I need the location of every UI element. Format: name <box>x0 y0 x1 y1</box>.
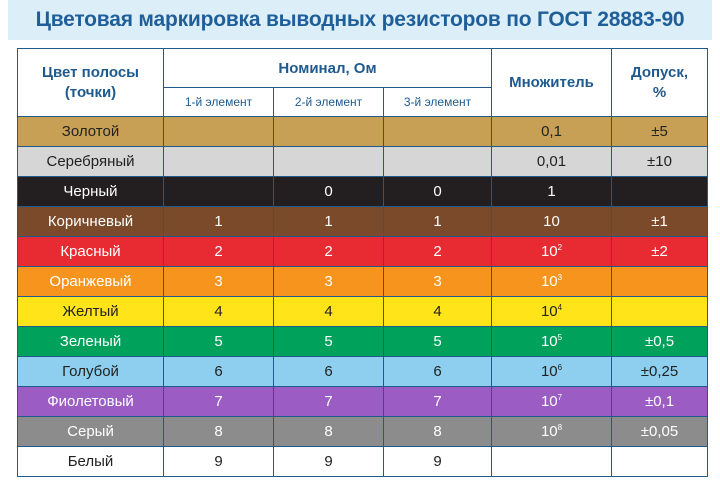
multiplier-exponent: 6 <box>557 363 563 372</box>
color-name-cell: Желтый <box>18 297 164 327</box>
color-name-cell: Красный <box>18 237 164 267</box>
digit-3-cell: 2 <box>384 237 492 267</box>
digit-2-cell: 6 <box>274 357 384 387</box>
color-name-cell: Белый <box>18 447 164 477</box>
tolerance-cell: ±10 <box>612 147 708 177</box>
color-name-cell: Золотой <box>18 117 164 147</box>
multiplier-cell <box>492 447 612 477</box>
digit-1-cell: 2 <box>164 237 274 267</box>
color-name-cell: Оранжевый <box>18 267 164 297</box>
color-name-cell: Фиолетовый <box>18 387 164 417</box>
digit-2-cell <box>274 147 384 177</box>
multiplier-cell <box>492 237 612 267</box>
digit-2-cell: 3 <box>274 267 384 297</box>
resistor-color-table <box>17 48 708 477</box>
color-name-cell: Серебряный <box>18 147 164 177</box>
multiplier-base: 1 <box>547 183 556 200</box>
digit-1-cell: 1 <box>164 207 274 237</box>
header-element-3: 3-й элемент <box>384 88 492 117</box>
header-color-line1: Цвет полосы <box>42 63 139 81</box>
multiplier-base: 10 <box>540 393 558 410</box>
table-row <box>18 387 708 417</box>
digit-2-cell: 5 <box>274 327 384 357</box>
table-row <box>18 267 708 297</box>
table-row <box>18 147 708 177</box>
digit-1-cell: 3 <box>164 267 274 297</box>
digit-1-cell <box>164 147 274 177</box>
digit-2-cell: 8 <box>274 417 384 447</box>
header-tolerance <box>612 49 708 117</box>
multiplier-exponent: 7 <box>557 393 563 402</box>
digit-1-cell <box>164 177 274 207</box>
multiplier-base: 10 <box>540 423 558 440</box>
color-name-cell: Коричневый <box>18 207 164 237</box>
digit-3-cell: 6 <box>384 357 492 387</box>
tolerance-cell: ±0,25 <box>612 357 708 387</box>
table-row <box>18 117 708 147</box>
header-tolerance-line2: % <box>652 83 667 101</box>
table-row <box>18 447 708 477</box>
multiplier-cell <box>492 387 612 417</box>
multiplier-exponent: 8 <box>557 423 563 432</box>
digit-3-cell: 4 <box>384 297 492 327</box>
tolerance-cell: ±5 <box>612 117 708 147</box>
digit-2-cell: 2 <box>274 237 384 267</box>
digit-2-cell: 9 <box>274 447 384 477</box>
multiplier-cell <box>492 117 612 147</box>
digit-3-cell: 1 <box>384 207 492 237</box>
tolerance-cell: ±1 <box>612 207 708 237</box>
digit-3-cell: 9 <box>384 447 492 477</box>
tolerance-cell <box>612 447 708 477</box>
multiplier-cell <box>492 147 612 177</box>
tolerance-cell <box>612 267 708 297</box>
multiplier-cell <box>492 297 612 327</box>
header-color <box>18 49 164 117</box>
multiplier-cell <box>492 357 612 387</box>
multiplier-exponent: 2 <box>557 243 563 252</box>
multiplier-exponent: 5 <box>557 333 563 342</box>
header-multiplier: Множитель <box>492 49 612 117</box>
digit-3-cell: 7 <box>384 387 492 417</box>
table-row <box>18 237 708 267</box>
table-row <box>18 297 708 327</box>
multiplier-exponent: 4 <box>557 303 563 312</box>
table-row <box>18 327 708 357</box>
multiplier-base: 10 <box>540 363 558 380</box>
digit-1-cell <box>164 117 274 147</box>
tolerance-cell <box>612 297 708 327</box>
digit-2-cell: 0 <box>274 177 384 207</box>
digit-1-cell: 4 <box>164 297 274 327</box>
digit-3-cell <box>384 147 492 177</box>
table-row <box>18 177 708 207</box>
tolerance-cell: ±0,05 <box>612 417 708 447</box>
multiplier-exponent: 3 <box>557 273 563 282</box>
header-nominal: Номинал, Ом <box>164 49 492 88</box>
digit-2-cell: 7 <box>274 387 384 417</box>
digit-3-cell: 3 <box>384 267 492 297</box>
multiplier-cell <box>492 327 612 357</box>
multiplier-cell <box>492 207 612 237</box>
color-name-cell: Зеленый <box>18 327 164 357</box>
table-row <box>18 357 708 387</box>
multiplier-cell <box>492 417 612 447</box>
digit-2-cell: 4 <box>274 297 384 327</box>
tolerance-cell: ±0,1 <box>612 387 708 417</box>
digit-3-cell <box>384 117 492 147</box>
digit-1-cell: 5 <box>164 327 274 357</box>
tolerance-cell <box>612 177 708 207</box>
multiplier-cell <box>492 177 612 207</box>
multiplier-base: 10 <box>540 273 558 290</box>
tolerance-cell: ±0,5 <box>612 327 708 357</box>
table-row <box>18 207 708 237</box>
digit-1-cell: 8 <box>164 417 274 447</box>
digit-2-cell: 1 <box>274 207 384 237</box>
multiplier-base: 10 <box>543 213 560 230</box>
multiplier-base: 10 <box>540 333 558 350</box>
tolerance-cell: ±2 <box>612 237 708 267</box>
multiplier-base: 10 <box>540 303 558 320</box>
digit-2-cell <box>274 117 384 147</box>
header-element-1: 1-й элемент <box>164 88 274 117</box>
header-element-2: 2-й элемент <box>274 88 384 117</box>
digit-3-cell: 5 <box>384 327 492 357</box>
digit-1-cell: 6 <box>164 357 274 387</box>
header-tolerance-line1: Допуск, <box>630 63 689 81</box>
digit-3-cell: 0 <box>384 177 492 207</box>
table-body <box>18 117 708 477</box>
digit-3-cell: 8 <box>384 417 492 447</box>
digit-1-cell: 7 <box>164 387 274 417</box>
multiplier-base: 0,01 <box>536 153 567 170</box>
color-name-cell: Черный <box>18 177 164 207</box>
multiplier-base: 10 <box>540 243 558 260</box>
color-name-cell: Серый <box>18 417 164 447</box>
multiplier-base: 0,1 <box>541 123 562 140</box>
digit-1-cell: 9 <box>164 447 274 477</box>
table-row <box>18 417 708 447</box>
header-color-line2: (точки) <box>64 83 117 101</box>
title-bar <box>8 0 712 40</box>
color-name-cell: Голубой <box>18 357 164 387</box>
multiplier-cell <box>492 267 612 297</box>
page-title: Цветовая маркировка выводных резисторов по ГОСТ 28883-90 <box>35 8 685 31</box>
